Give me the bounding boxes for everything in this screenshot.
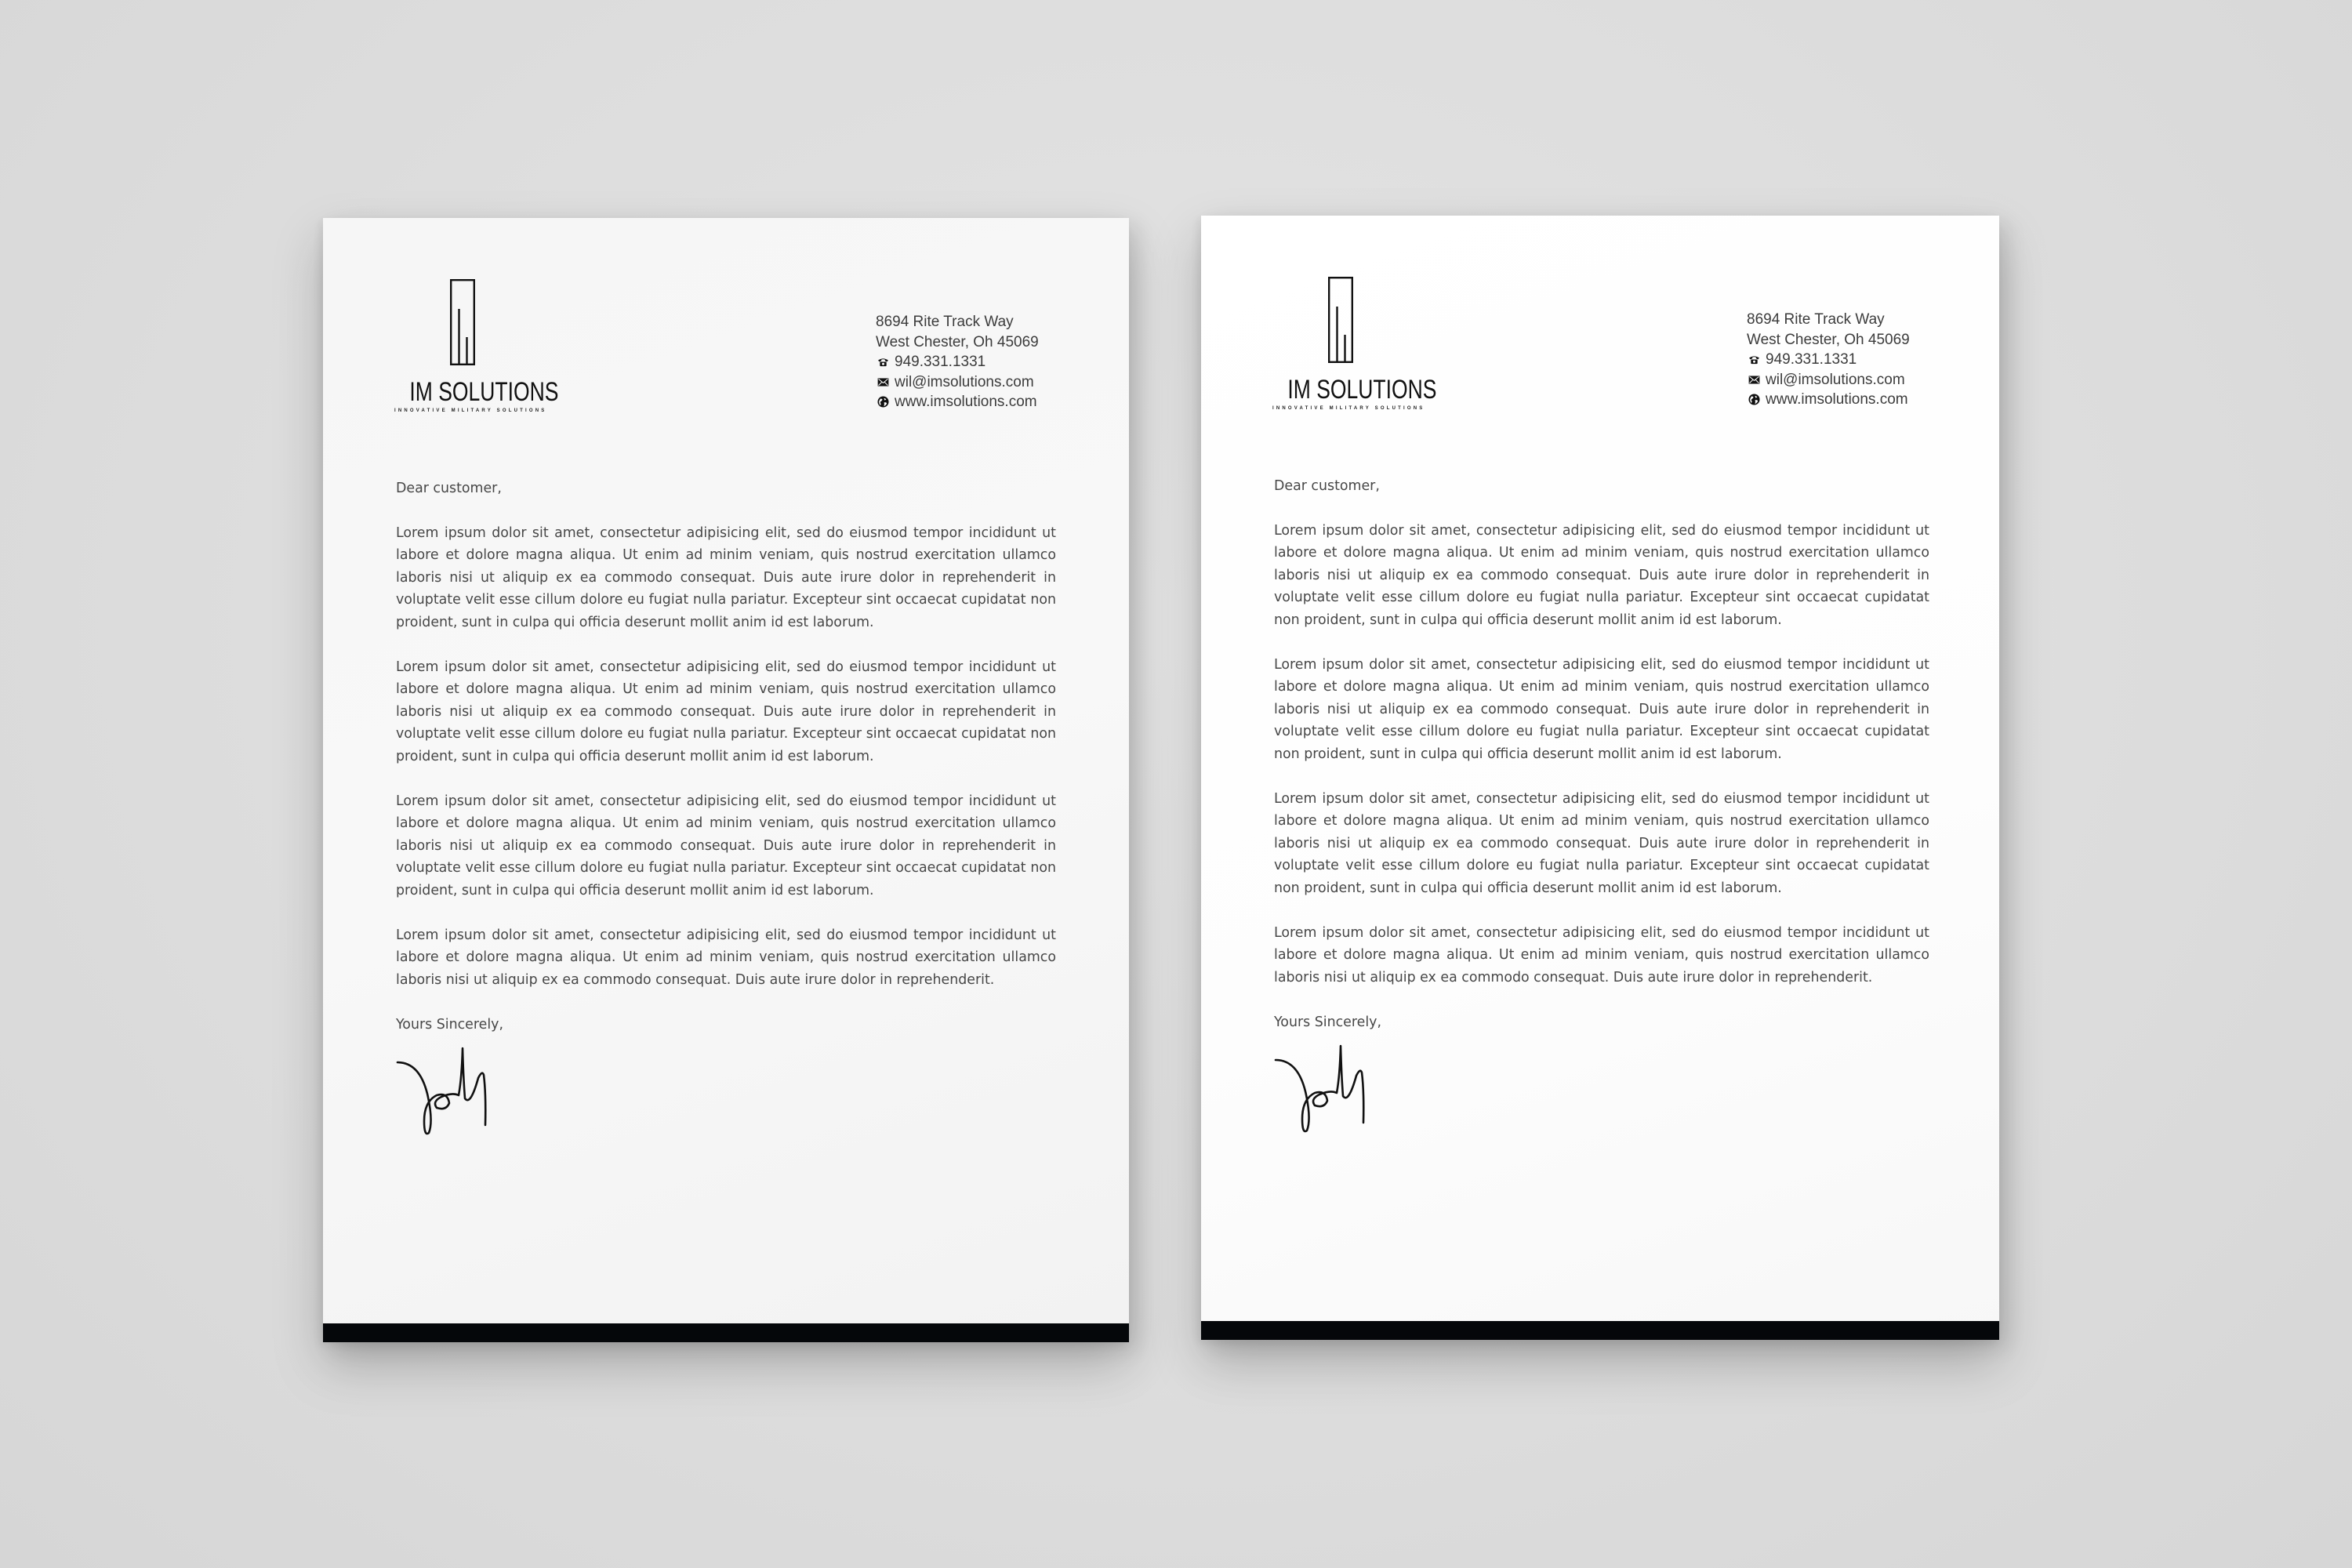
phone-icon: [1747, 352, 1762, 367]
paragraph-1: Lorem ipsum dolor sit amet, consectetur adipisicing elit, sed do eiusmod tempor incididunt ut labore et dolore magna aliqua. Ut enim ad minim veniam, quis nostrud exercitation ullamco laboris nisi ut aliquip ex ea commodo consequat. Duis aute irure dolor in reprehenderit in voluptate velit esse cillum dolore eu fugiat nulla pariatur. Excepteur sint occaecat cupidatat non proident, sunt in culpa qui officia deserunt mollit anim id est laborum.: [396, 524, 1056, 630]
greeting: Dear customer,: [1274, 478, 1380, 494]
phone-icon: [876, 354, 891, 369]
building-bars-icon: [450, 279, 475, 365]
website-text: www.imsolutions.com: [1766, 391, 1908, 408]
handwritten-signature: [396, 1047, 494, 1141]
contact-block: [876, 312, 1039, 412]
address-line-1: [876, 312, 1039, 332]
handwritten-signature: [1274, 1044, 1372, 1138]
phone-row: [876, 352, 1039, 372]
address-line-1-text: 8694 Rite Track Way: [876, 314, 1014, 330]
company-logo: [394, 279, 559, 420]
address-line-2: [876, 332, 1039, 353]
paragraph-4: Lorem ipsum dolor sit amet, consectetur adipisicing elit, sed do eiusmod tempor incididunt ut labore et dolore magna aliqua. Ut enim ad minim veniam, quis nostrud exercitation ullamco laboris nisi ut aliquip ex ea commodo consequat. Duis aute irure dolor in reprehenderit.: [396, 927, 1056, 988]
closing: Yours Sincerely,: [1274, 1014, 1381, 1030]
closing: Yours Sincerely,: [396, 1016, 503, 1033]
company-name: IM SOLUTIONS: [409, 377, 559, 407]
website-row: [1747, 390, 1910, 410]
address-line-1-text: 8694 Rite Track Way: [1747, 311, 1885, 328]
address-line-1: [1747, 310, 1910, 330]
building-bars-icon: [1328, 277, 1353, 363]
letter-body: [396, 477, 1056, 1058]
footer-bar: [323, 1323, 1129, 1342]
letter-body: [1274, 475, 1929, 1056]
email-row: [876, 372, 1039, 393]
envelope-icon: [1747, 372, 1762, 387]
website-row: [876, 392, 1039, 412]
address-line-2-text: West Chester, Oh 45069: [876, 333, 1039, 350]
company-tagline: INNOVATIVE MILITARY SOLUTIONS: [1272, 406, 1425, 411]
company-name: IM SOLUTIONS: [1287, 375, 1437, 405]
contact-block: [1747, 310, 1910, 410]
paragraph-2: Lorem ipsum dolor sit amet, consectetur adipisicing elit, sed do eiusmod tempor incididunt ut labore et dolore magna aliqua. Ut enim ad minim veniam, quis nostrud exercitation ullamco laboris nisi ut aliquip ex ea commodo consequat. Duis aute irure dolor in reprehenderit in voluptate velit esse cillum dolore eu fugiat nulla pariatur. Excepteur sint occaecat cupidatat non proident, sunt in culpa qui officia deserunt mollit anim id est laborum.: [1274, 656, 1929, 762]
website-text: www.imsolutions.com: [895, 394, 1037, 410]
paragraph-2: Lorem ipsum dolor sit amet, consectetur adipisicing elit, sed do eiusmod tempor incididunt ut labore et dolore magna aliqua. Ut enim ad minim veniam, quis nostrud exercitation ullamco laboris nisi ut aliquip ex ea commodo consequat. Duis aute irure dolor in reprehenderit in voluptate velit esse cillum dolore eu fugiat nulla pariatur. Excepteur sint occaecat cupidatat non proident, sunt in culpa qui officia deserunt mollit anim id est laborum.: [396, 659, 1056, 764]
address-line-2-text: West Chester, Oh 45069: [1747, 331, 1910, 348]
email-row: [1747, 370, 1910, 390]
company-logo: [1272, 277, 1437, 418]
letterhead-page-right: [1201, 216, 1999, 1340]
email-text: wil@imsolutions.com: [895, 373, 1034, 390]
paragraph-3: Lorem ipsum dolor sit amet, consectetur adipisicing elit, sed do eiusmod tempor incididunt ut labore et dolore magna aliqua. Ut enim ad minim veniam, quis nostrud exercitation ullamco laboris nisi ut aliquip ex ea commodo consequat. Duis aute irure dolor in reprehenderit in voluptate velit esse cillum dolore eu fugiat nulla pariatur. Excepteur sint occaecat cupidatat non proident, sunt in culpa qui officia deserunt mollit anim id est laborum.: [396, 793, 1056, 898]
phone-text: 949.331.1331: [1766, 351, 1857, 368]
phone-text: 949.331.1331: [895, 354, 986, 370]
paragraph-1: Lorem ipsum dolor sit amet, consectetur adipisicing elit, sed do eiusmod tempor incididunt ut labore et dolore magna aliqua. Ut enim ad minim veniam, quis nostrud exercitation ullamco laboris nisi ut aliquip ex ea commodo consequat. Duis aute irure dolor in reprehenderit in voluptate velit esse cillum dolore eu fugiat nulla pariatur. Excepteur sint occaecat cupidatat non proident, sunt in culpa qui officia deserunt mollit anim id est laborum.: [1274, 522, 1929, 628]
paragraph-4: Lorem ipsum dolor sit amet, consectetur adipisicing elit, sed do eiusmod tempor incididunt ut labore et dolore magna aliqua. Ut enim ad minim veniam, quis nostrud exercitation ullamco laboris nisi ut aliquip ex ea commodo consequat. Duis aute irure dolor in reprehenderit.: [1274, 924, 1929, 985]
globe-icon: [1747, 392, 1762, 407]
email-text: wil@imsolutions.com: [1766, 371, 1905, 388]
footer-bar: [1201, 1321, 1999, 1340]
address-line-2: [1747, 330, 1910, 350]
envelope-icon: [876, 375, 891, 390]
letterhead-page-left: [323, 218, 1129, 1342]
globe-icon: [876, 394, 891, 409]
company-tagline: INNOVATIVE MILITARY SOLUTIONS: [394, 408, 547, 413]
greeting: Dear customer,: [396, 481, 502, 496]
phone-row: [1747, 350, 1910, 370]
paragraph-3: Lorem ipsum dolor sit amet, consectetur adipisicing elit, sed do eiusmod tempor incididunt ut labore et dolore magna aliqua. Ut enim ad minim veniam, quis nostrud exercitation ullamco laboris nisi ut aliquip ex ea commodo consequat. Duis aute irure dolor in reprehenderit in voluptate velit esse cillum dolore eu fugiat nulla pariatur. Excepteur sint occaecat cupidatat non proident, sunt in culpa qui officia deserunt mollit anim id est laborum.: [1274, 790, 1929, 896]
